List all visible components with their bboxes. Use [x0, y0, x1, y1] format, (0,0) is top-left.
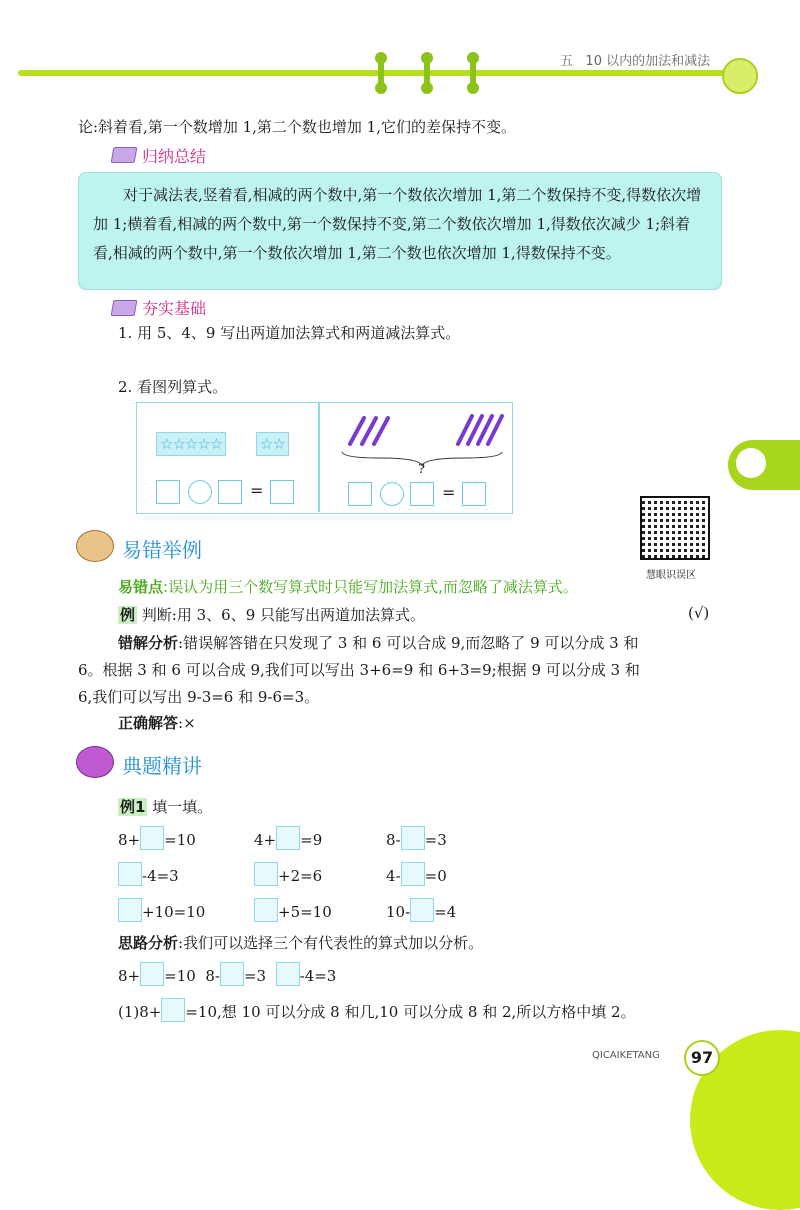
- eq-part: =10: [164, 831, 196, 849]
- mascot-icon: [76, 530, 114, 562]
- step-1-pre: (1)8+: [118, 1003, 162, 1021]
- binder-pin: [424, 56, 430, 90]
- equation: [118, 862, 179, 886]
- example-1-label: 例1: [120, 798, 146, 816]
- analysis-text: :我们可以选择三个有代表性的算式加以分析。: [178, 934, 484, 952]
- eq-part: 8+: [118, 967, 141, 985]
- chapter-header: [560, 50, 710, 69]
- equals-sign: =: [250, 481, 264, 500]
- mistake-point-text: :误认为用三个数写算式时只能写加法算式,而忽略了减法算式。: [163, 578, 578, 596]
- example-1: [118, 796, 212, 817]
- mistake-example: [118, 604, 425, 625]
- stars-group-right: ☆☆: [256, 432, 289, 456]
- answer-box[interactable]: [118, 898, 142, 922]
- footer-brand: QICAIKETANG: [592, 1050, 660, 1061]
- answer-box[interactable]: [401, 826, 425, 850]
- mistakes-title: 易错举例: [122, 538, 202, 562]
- mistake-point-label: 易错点: [118, 578, 164, 596]
- eq-part: =10: [164, 967, 196, 985]
- equals-sign: =: [442, 483, 456, 502]
- answer-box[interactable]: [276, 962, 300, 986]
- eq-part: =4: [434, 903, 457, 921]
- rabbit-mascot-icon: [736, 448, 766, 478]
- equation: [386, 862, 447, 886]
- step-1: [118, 998, 636, 1022]
- eq-part: 4-: [386, 867, 401, 885]
- example-answer: (√): [688, 604, 710, 622]
- correct-answer: [118, 712, 196, 733]
- qr-code-icon[interactable]: [640, 496, 710, 560]
- binder-pin: [470, 56, 476, 90]
- answer-box[interactable]: [118, 862, 142, 886]
- equation: [118, 826, 196, 850]
- examples-title: 典题精讲: [122, 754, 202, 778]
- answer-box[interactable]: [140, 962, 164, 986]
- chapter-number: 五: [560, 54, 574, 69]
- pencils-illustration: [340, 408, 510, 478]
- folder-icon: [111, 147, 138, 163]
- figure-divider: [318, 402, 320, 512]
- question-2: 2. 看图列算式。: [118, 378, 228, 396]
- eq-part: =0: [424, 867, 447, 885]
- eq-part: 8-: [386, 831, 401, 849]
- eq-part: =3: [424, 831, 447, 849]
- correct-text: :×: [178, 714, 196, 732]
- equation: [254, 898, 332, 922]
- analysis-label: 思路分析: [118, 934, 179, 952]
- answer-box[interactable]: [218, 480, 242, 504]
- answer-box[interactable]: [140, 826, 164, 850]
- answer-box[interactable]: [254, 898, 278, 922]
- chapter-title: 10 以内的加法和减法: [585, 54, 711, 69]
- eq-part: +10=10: [142, 903, 206, 921]
- equation: [386, 898, 456, 922]
- mistake-point: [118, 576, 578, 597]
- summary-box: [78, 172, 722, 290]
- wrong-line1: :错误解答错在只发现了 3 和 6 可以合成 9,而忽略了 9 可以分成 3 和: [178, 634, 639, 652]
- answer-box[interactable]: [401, 862, 425, 886]
- answer-box[interactable]: [254, 862, 278, 886]
- folder-icon: [111, 300, 138, 316]
- eq-part: +5=10: [278, 903, 332, 921]
- qr-caption: 慧眼识误区: [646, 570, 696, 581]
- eq-part: -4=3: [142, 867, 179, 885]
- eq-part: -4=3: [299, 967, 337, 985]
- answer-box[interactable]: [348, 482, 372, 506]
- eq-part: 8-: [205, 967, 220, 985]
- wrong-line3: 6,我们可以写出 9-3=6 和 9-6=3。: [78, 688, 320, 706]
- example-label: 例: [120, 606, 136, 624]
- wrong-label: 错解分析: [118, 634, 179, 652]
- operator-circle[interactable]: [188, 480, 212, 504]
- answer-box[interactable]: [410, 898, 434, 922]
- eq-part: =9: [300, 831, 323, 849]
- analysis: [118, 932, 483, 953]
- question-1: 1. 用 5、4、9 写出两道加法算式和两道减法算式。: [118, 324, 461, 342]
- foundation-label: 夯实基础: [142, 299, 207, 318]
- equation: [254, 826, 322, 850]
- example-1-text: 填一填。: [152, 798, 213, 816]
- intro-line: 论:斜着看,第一个数增加 1,第二个数也增加 1,它们的差保持不变。: [78, 118, 516, 136]
- answer-box[interactable]: [161, 998, 185, 1022]
- analysis-equations: [118, 962, 336, 986]
- example-text: 判断:用 3、6、9 只能写出两道加法算式。: [141, 606, 426, 624]
- eq-part: 8+: [118, 831, 141, 849]
- equation: [386, 826, 447, 850]
- eq-part: 4+: [254, 831, 277, 849]
- equation: [254, 862, 322, 886]
- equation: [118, 898, 205, 922]
- binder-pin: [378, 56, 384, 90]
- rabbit-logo-icon: [722, 58, 758, 94]
- wrong-line2: 6。根据 3 和 6 可以合成 9,我们可以写出 3+6=9 和 6+3=9;根据 9 可以分成 3 和: [78, 661, 640, 679]
- answer-box[interactable]: [220, 962, 244, 986]
- eq-part: =3: [243, 967, 267, 985]
- wrong-analysis-line1: [118, 632, 638, 653]
- answer-box[interactable]: [276, 826, 300, 850]
- operator-circle[interactable]: [380, 482, 404, 506]
- question-mark: ?: [418, 462, 425, 477]
- correct-label: 正确解答: [118, 714, 179, 732]
- eq-part: 10-: [386, 903, 411, 921]
- mascot-icon: [76, 746, 114, 778]
- eq-part: +2=6: [278, 867, 323, 885]
- answer-box[interactable]: [410, 482, 434, 506]
- summary-label: 归纳总结: [142, 147, 207, 166]
- stars-group-left: ☆☆☆☆☆: [156, 432, 226, 456]
- step-1-post: =10,想 10 可以分成 8 和几,10 可以分成 8 和 2,所以方格中填 2。: [185, 1003, 636, 1021]
- summary-text: 对于减法表,竖着看,相减的两个数中,第一个数依次增加 1,第二个数保持不变,得数依次增加 1;横着看,相减的两个数中,第一个数保持不变,第二个数依次增加 1,得数依次减少 1;斜着看,相减的两个数中,第一个数依次增加 1,第二个数也依次增加 1,得数保持不变。: [93, 186, 702, 262]
- answer-box[interactable]: [462, 482, 486, 506]
- answer-box[interactable]: [156, 480, 180, 504]
- page-number: 97: [684, 1040, 720, 1076]
- answer-box[interactable]: [270, 480, 294, 504]
